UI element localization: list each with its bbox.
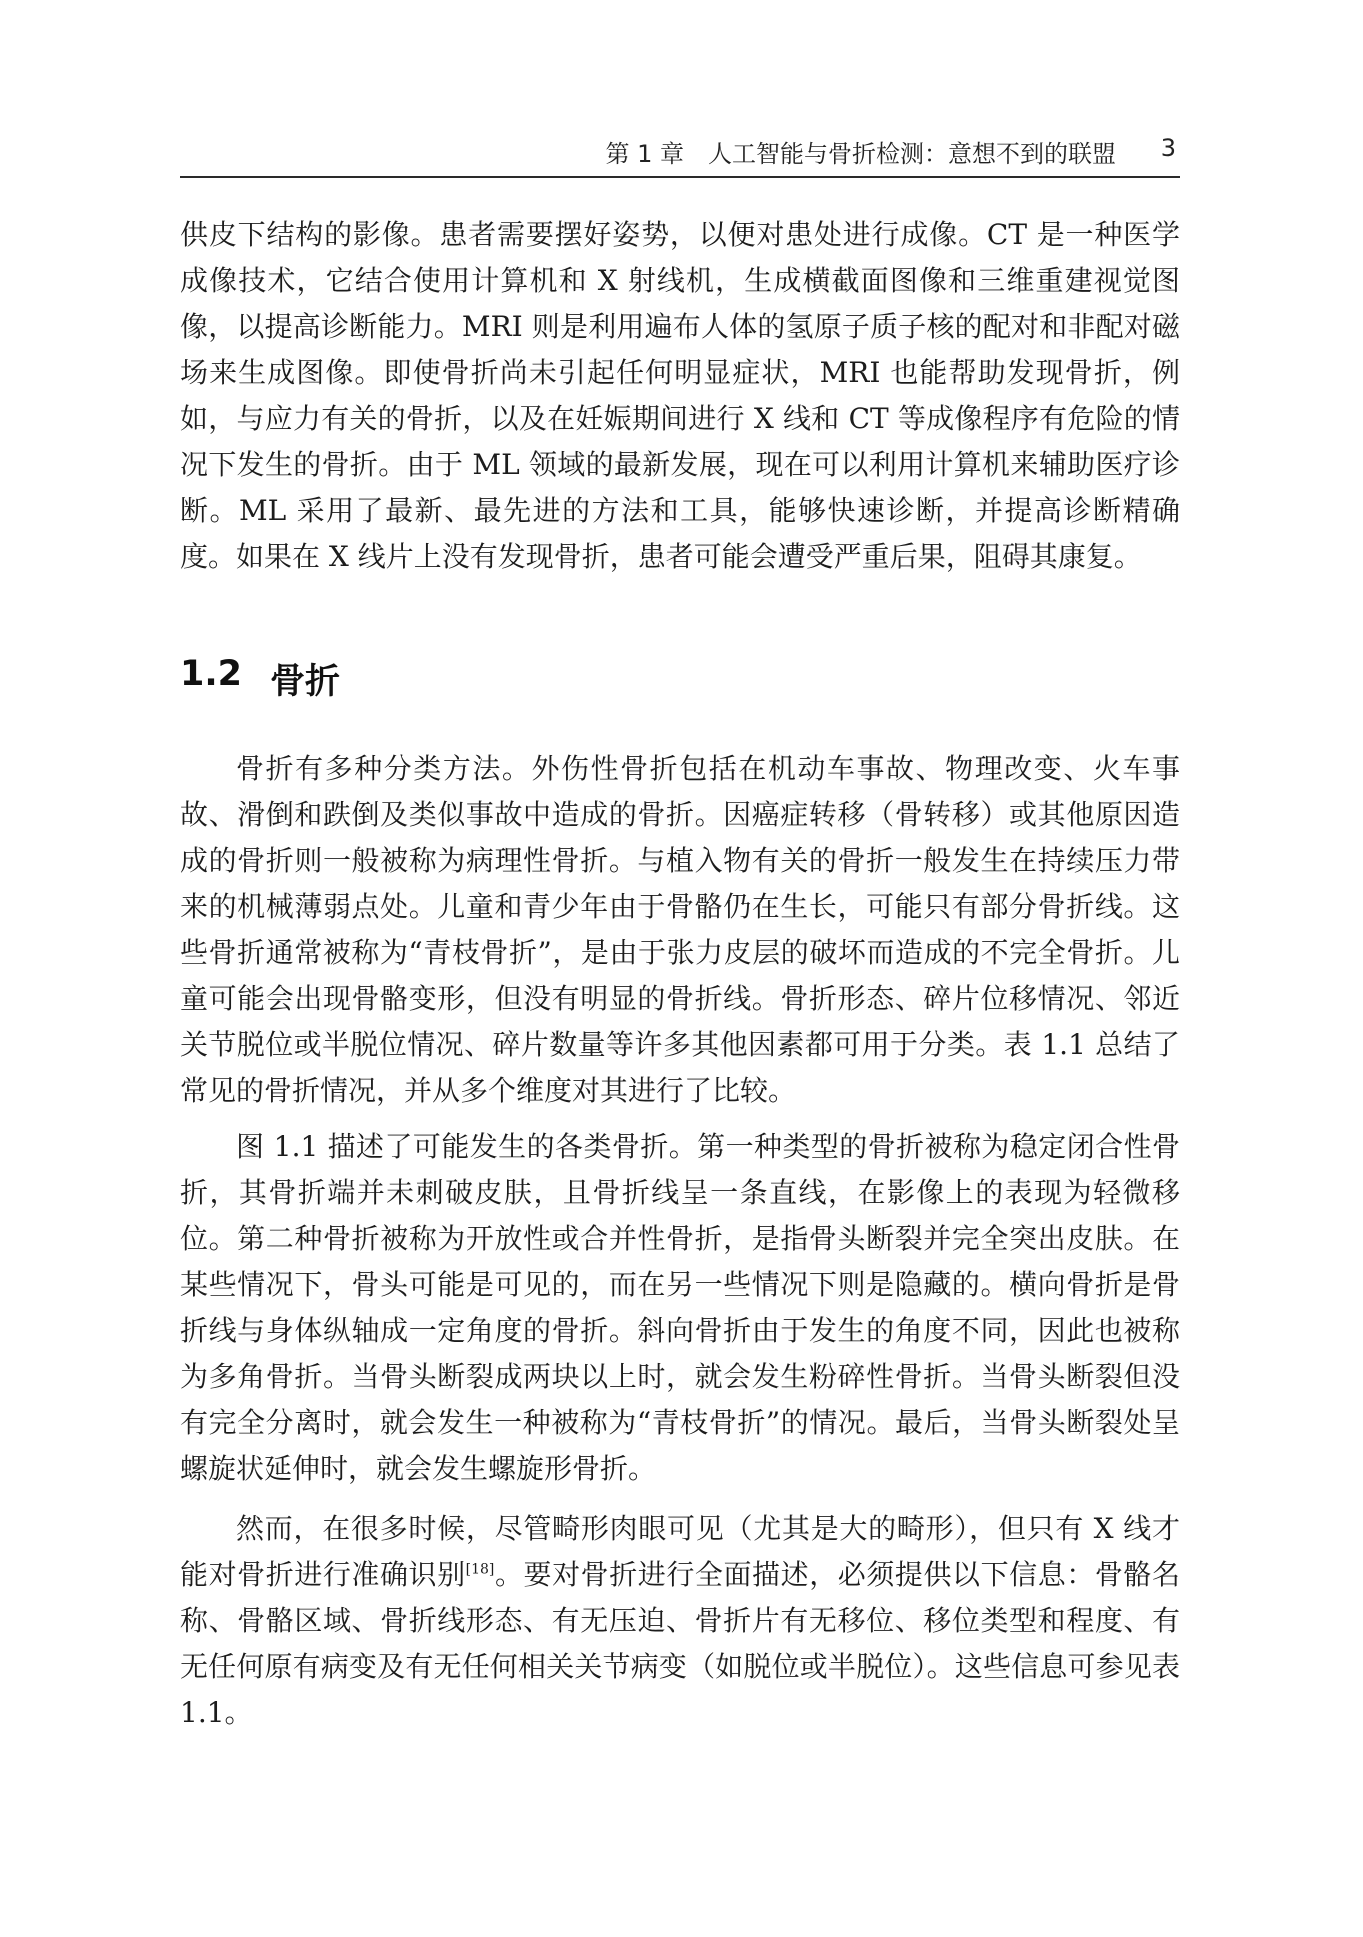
book-page: [180, 0, 1180, 1937]
section-body: [180, 746, 1180, 1736]
paragraph-diagnosis: [180, 1506, 1180, 1736]
intro-paragraph-block: [180, 212, 1180, 580]
citation-ref: [18]: [465, 1561, 495, 1578]
page-number: 3: [1160, 134, 1176, 162]
paragraph-diagnosis-part2: 。要对骨折进行全面描述，必须提供以下信息：骨骼名称、骨骼区域、骨折线形态、有无压迫、骨折片有无移位、移位类型和程度、有无任何原有病变及有无任何相关关节病变（如脱位或半脱位）。这些信息可参见表 1.1。: [180, 1558, 1180, 1729]
intro-paragraph: 供皮下结构的影像。患者需要摆好姿势，以便对患处进行成像。CT 是一种医学成像技术，它结合使用计算机和 X 射线机，生成横截面图像和三维重建视觉图像，以提高诊断能力。MRI 则是利用遍布人体的氢原子质子核的配对和非配对磁场来生成图像。即使骨折尚未引起任何明显症状，MRI 也能帮助发现骨折，例如，与应力有关的骨折，以及在妊娠期间进行 X 线和 CT 等成像程序有危险的情况下发生的骨折。由于 ML 领域的最新发展，现在可以利用计算机来辅助医疗诊断。ML 采用了最新、最先进的方法和工具，能够快速诊断，并提高诊断精确度。如果在 X 线片上没有发现骨折，患者可能会遭受严重后果，阻碍其康复。: [180, 218, 1180, 573]
running-header: [180, 128, 1180, 178]
paragraph-diagnosis-part1: 然而，在很多时候，尽管畸形肉眼可见（尤其是大的畸形），但只有 X 线才能对骨折进行准确识别: [180, 1512, 1180, 1591]
section-title: 骨折: [270, 662, 341, 702]
paragraph-classification: 骨折有多种分类方法。外伤性骨折包括在机动车事故、物理改变、火车事故、滑倒和跌倒及类似事故中造成的骨折。因癌症转移（骨转移）或其他原因造成的骨折则一般被称为病理性骨折。与植入物有关的骨折一般发生在持续压力带来的机械薄弱点处。儿童和青少年由于骨骼仍在生长，可能只有部分骨折线。这些骨折通常被称为“青枝骨折”，是由于张力皮层的破坏而造成的不完全骨折。儿童可能会出现骨骼变形，但没有明显的骨折线。骨折形态、碎片位移情况、邻近关节脱位或半脱位情况、碎片数量等许多其他因素都可用于分类。表 1.1 总结了常见的骨折情况，并从多个维度对其进行了比较。: [180, 752, 1180, 1107]
section-heading: [180, 648, 1180, 708]
paragraph-figure-description: 图 1.1 描述了可能发生的各类骨折。第一种类型的骨折被称为稳定闭合性骨折，其骨折端并未刺破皮肤，且骨折线呈一条直线，在影像上的表现为轻微移位。第二种骨折被称为开放性或合并性骨折，是指骨头断裂并完全突出皮肤。在某些情况下，骨头可能是可见的，而在另一些情况下则是隐藏的。横向骨折是骨折线与身体纵轴成一定角度的骨折。斜向骨折由于发生的角度不同，因此也被称为多角骨折。当骨头断裂成两块以上时，就会发生粉碎性骨折。当骨头断裂但没有完全分离时，就会发生一种被称为“青枝骨折”的情况。最后，当骨头断裂处呈螺旋状延伸时，就会发生螺旋形骨折。: [180, 1130, 1180, 1485]
chapter-title: 第 1 章 人工智能与骨折检测：意想不到的联盟: [605, 140, 1116, 168]
section-number: 1.2: [180, 654, 243, 694]
